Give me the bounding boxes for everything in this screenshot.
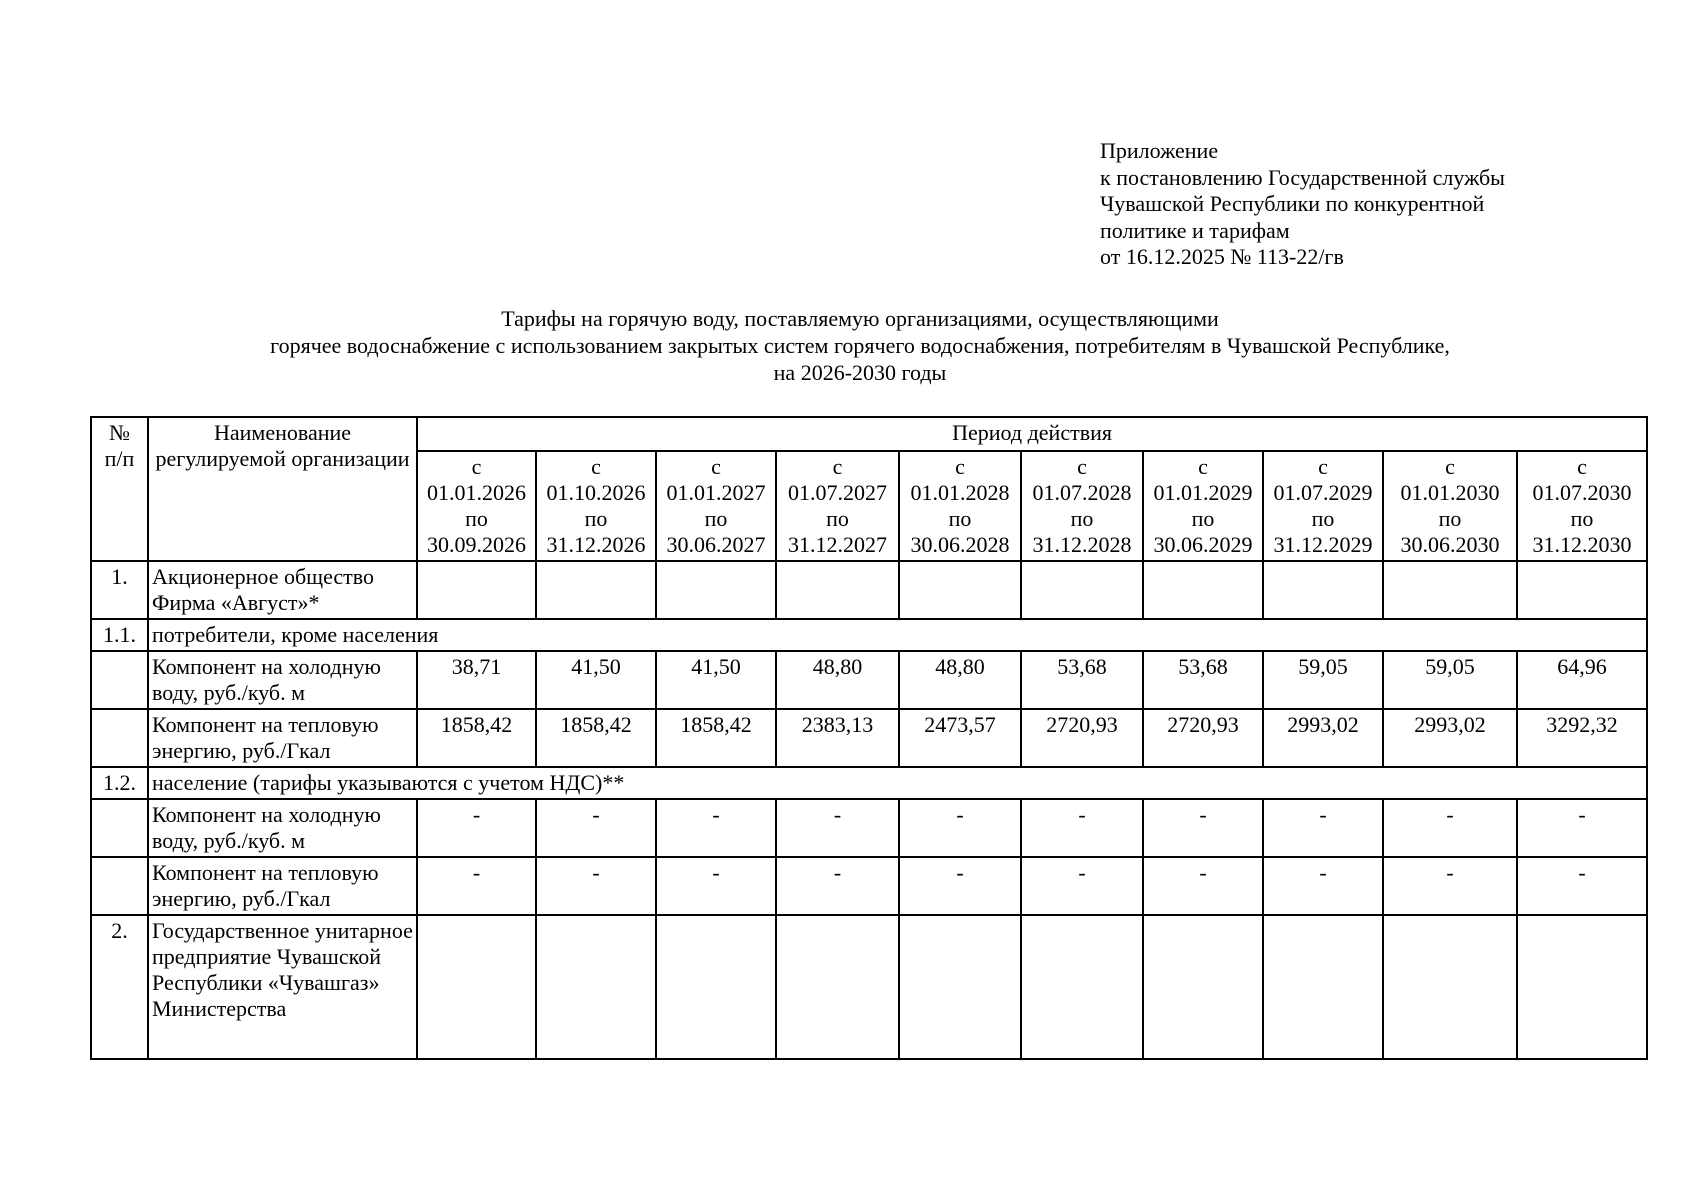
appendix-line: Чувашской Республики по конкурентной	[1100, 191, 1485, 216]
appendix-block	[1100, 138, 1505, 271]
tariff-value: 1858,42	[536, 709, 656, 767]
group-row	[91, 619, 1647, 651]
period-from-word: с	[711, 454, 721, 479]
tariff-value: 41,50	[656, 651, 776, 709]
document-title	[60, 305, 1660, 386]
row-label: Компонент на холодную воду, руб./куб. м	[148, 799, 417, 857]
empty-cell	[1517, 915, 1647, 1059]
period-from-word: с	[1577, 454, 1587, 479]
tariff-value: -	[1021, 799, 1143, 857]
tariff-row-heat-energy	[91, 857, 1647, 915]
tariff-value: -	[536, 799, 656, 857]
tariff-value: 1858,42	[656, 709, 776, 767]
tariff-value: -	[1021, 857, 1143, 915]
tariff-value: -	[1517, 799, 1647, 857]
period-to-date: 30.06.2029	[1153, 532, 1253, 557]
empty-cell	[776, 561, 899, 619]
period-from-word: с	[1445, 454, 1455, 479]
org-row	[91, 561, 1647, 619]
period-from-word: с	[1318, 454, 1328, 479]
appendix-line: политике и тарифам	[1100, 217, 1290, 243]
period-from-word: с	[955, 454, 965, 479]
period-cell	[1143, 451, 1263, 561]
period-from-date: 01.07.2028	[1032, 480, 1132, 505]
empty-cell	[1143, 561, 1263, 619]
org-name: Государственное унитарное предприятие Чувашской Республики «Чувашгаз» Министерства	[148, 915, 417, 1059]
appendix-line: Приложение	[1100, 138, 1219, 163]
tariff-value: -	[1383, 857, 1517, 915]
empty-cell	[1021, 915, 1143, 1059]
period-to-word: по	[1070, 506, 1094, 531]
period-to-word: по	[1438, 506, 1462, 531]
tariff-value: -	[417, 799, 536, 857]
period-from-date: 01.07.2030	[1532, 480, 1632, 505]
period-from-date: 01.01.2029	[1153, 480, 1253, 505]
period-cell	[417, 451, 536, 561]
row-number: 1.2.	[91, 767, 148, 799]
tariffs-table	[90, 416, 1648, 1060]
num-header-line2: п/п	[104, 446, 135, 471]
period-cell	[536, 451, 656, 561]
tariff-value: -	[417, 857, 536, 915]
row-number: 1.1.	[91, 619, 148, 651]
period-cell	[776, 451, 899, 561]
org-name: Акционерное общество Фирма «Август»*	[148, 561, 417, 619]
period-to-date: 30.06.2030	[1400, 532, 1500, 557]
period-cell	[656, 451, 776, 561]
tariff-value: -	[656, 857, 776, 915]
period-from-date: 01.01.2026	[427, 480, 526, 505]
empty-cell	[899, 561, 1021, 619]
org-header: Наименование регулируемой организации	[148, 417, 417, 561]
tariff-value: 53,68	[1021, 651, 1143, 709]
appendix-line: к постановлению Государственной службы	[1100, 164, 1505, 190]
empty-cell	[899, 915, 1021, 1059]
group-label: население (тарифы указываются с учетом НДС)**	[148, 767, 1647, 799]
empty-cell	[536, 561, 656, 619]
period-to-date: 30.09.2026	[427, 532, 526, 557]
period-header: Период действия	[417, 417, 1647, 451]
tariff-value: 2993,02	[1383, 709, 1517, 767]
tariff-value: -	[899, 799, 1021, 857]
period-to-word: по	[1311, 506, 1335, 531]
period-to-word: по	[1191, 506, 1215, 531]
period-from-date: 01.07.2029	[1273, 480, 1373, 505]
tariff-value: -	[536, 857, 656, 915]
org-row	[91, 915, 1647, 1059]
tariff-value: -	[776, 799, 899, 857]
period-from-word: с	[1077, 454, 1087, 479]
period-from-word: с	[471, 454, 482, 479]
tariff-value: -	[656, 799, 776, 857]
empty-cell	[91, 709, 148, 767]
period-to-date: 31.12.2029	[1273, 532, 1373, 557]
empty-cell	[1383, 915, 1517, 1059]
tariff-row-cold-water	[91, 799, 1647, 857]
period-cell	[1021, 451, 1143, 561]
title-line: Тарифы на горячую воду, поставляемую организациями, осуществляющими	[501, 306, 1219, 331]
tariff-value: 2383,13	[776, 709, 899, 767]
row-label: Компонент на тепловую энергию, руб./Гкал	[148, 709, 417, 767]
period-cell	[899, 451, 1021, 561]
row-label: Компонент на холодную воду, руб./куб. м	[148, 651, 417, 709]
tariff-value: -	[776, 857, 899, 915]
num-header-line1: №	[109, 420, 130, 445]
row-label: Компонент на тепловую энергию, руб./Гкал	[148, 857, 417, 915]
tariff-value: 48,80	[776, 651, 899, 709]
title-line: горячее водоснабжение с использованием закрытых систем горячего водоснабжения, потребителям в Чувашской Республике,	[270, 333, 1450, 358]
row-number: 2.	[91, 915, 148, 1059]
period-to-word: по	[465, 506, 488, 531]
period-to-date: 31.12.2027	[788, 532, 887, 557]
empty-cell	[656, 915, 776, 1059]
tariff-value: 1858,42	[417, 709, 536, 767]
group-row	[91, 767, 1647, 799]
empty-cell	[91, 857, 148, 915]
tariff-value: 2993,02	[1263, 709, 1383, 767]
tariff-value: 2473,57	[899, 709, 1021, 767]
tariff-value: 3292,32	[1517, 709, 1647, 767]
tariff-value: -	[1143, 857, 1263, 915]
period-from-word: с	[1198, 454, 1208, 479]
tariff-value: 53,68	[1143, 651, 1263, 709]
empty-cell	[91, 651, 148, 709]
tariff-value: 48,80	[899, 651, 1021, 709]
empty-cell	[1021, 561, 1143, 619]
tariff-value: 59,05	[1383, 651, 1517, 709]
tariff-value: -	[899, 857, 1021, 915]
period-from-word: с	[591, 454, 601, 479]
group-label: потребители, кроме населения	[148, 619, 1647, 651]
period-to-date: 31.12.2030	[1532, 532, 1632, 557]
tariff-value: -	[1517, 857, 1647, 915]
empty-cell	[1383, 561, 1517, 619]
period-to-word: по	[584, 506, 608, 531]
header-row	[91, 417, 1647, 451]
tariff-row-cold-water	[91, 651, 1647, 709]
empty-cell	[1263, 561, 1383, 619]
tariff-row-heat-energy	[91, 709, 1647, 767]
period-to-word: по	[704, 506, 728, 531]
row-number: 1.	[91, 561, 148, 619]
period-to-word: по	[826, 506, 849, 531]
empty-cell	[1517, 561, 1647, 619]
empty-cell	[1143, 915, 1263, 1059]
empty-cell	[417, 561, 536, 619]
empty-cell	[417, 915, 536, 1059]
period-from-date: 01.01.2028	[910, 480, 1010, 505]
empty-cell	[656, 561, 776, 619]
period-to-date: 31.12.2026	[546, 532, 646, 557]
appendix-line: от 16.12.2025 № 113-22/гв	[1100, 244, 1344, 269]
period-from-date: 01.10.2026	[546, 480, 646, 505]
tariff-value: -	[1263, 857, 1383, 915]
period-to-word: по	[948, 506, 972, 531]
period-to-word: по	[1570, 506, 1594, 531]
tariff-value: -	[1263, 799, 1383, 857]
period-cell	[1263, 451, 1383, 561]
empty-cell	[1263, 915, 1383, 1059]
period-from-date: 01.07.2027	[788, 480, 887, 505]
period-from-word: с	[832, 454, 843, 479]
tariff-value: 2720,93	[1143, 709, 1263, 767]
period-from-date: 01.01.2027	[666, 480, 766, 505]
tariff-value: 2720,93	[1021, 709, 1143, 767]
tariff-value: -	[1143, 799, 1263, 857]
empty-cell	[536, 915, 656, 1059]
period-cell	[1517, 451, 1647, 561]
period-cell	[1383, 451, 1517, 561]
tariff-value: 64,96	[1517, 651, 1647, 709]
empty-cell	[91, 799, 148, 857]
title-line: на 2026-2030 годы	[773, 360, 947, 385]
period-from-date: 01.01.2030	[1400, 480, 1500, 505]
tariff-value: 59,05	[1263, 651, 1383, 709]
tariff-value: 41,50	[536, 651, 656, 709]
tariff-value: -	[1383, 799, 1517, 857]
num-header	[91, 417, 148, 561]
period-to-date: 30.06.2027	[666, 532, 766, 557]
empty-cell	[776, 915, 899, 1059]
tariff-value: 38,71	[417, 651, 536, 709]
period-to-date: 30.06.2028	[910, 532, 1010, 557]
period-to-date: 31.12.2028	[1032, 532, 1132, 557]
